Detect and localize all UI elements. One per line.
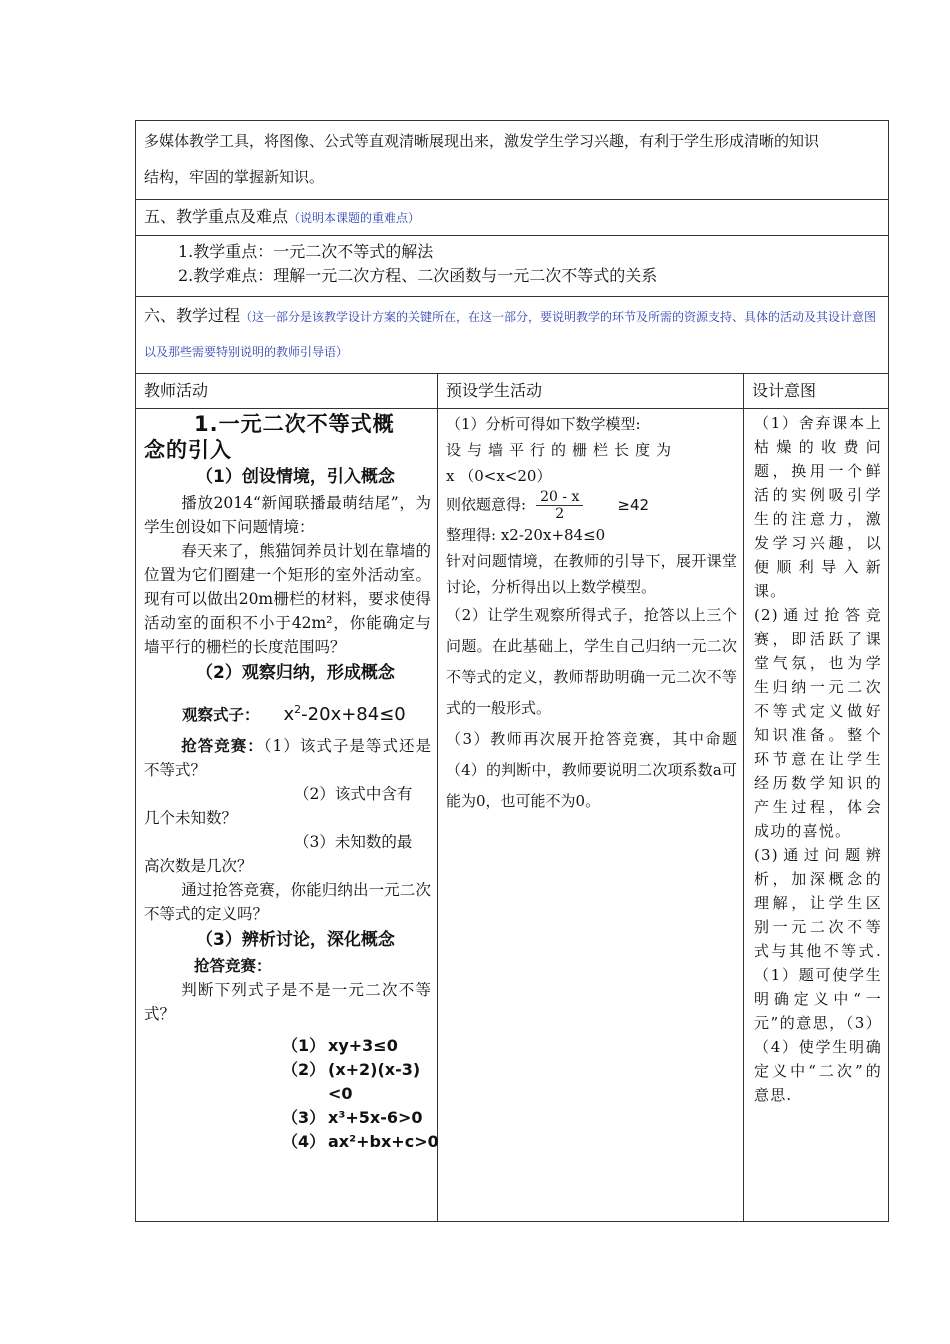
race-question-2a: （2）该式中含有 (294, 785, 413, 803)
judge-items (282, 1034, 439, 1154)
keypoint-1: 1.教学重点：一元二次不等式的解法 (178, 242, 434, 261)
subheading-2: （2）观察归纳，形成概念 (196, 663, 395, 683)
intro-line-2: 结构，牢固的掌握新知识。 (144, 168, 325, 186)
col-header-design: 设计意图 (744, 374, 889, 409)
content-row (136, 409, 889, 1222)
column-header-row (136, 374, 889, 409)
teacher-activity-cell (136, 409, 438, 1222)
section5-title: 五、教学重点及难点 (144, 207, 289, 226)
student-line-2: 设与墙平行的栅栏长度为 (446, 441, 678, 459)
col-header-teacher: 教师活动 (136, 374, 438, 409)
section5-row (136, 200, 889, 236)
student-line-4: 则依题意得: $\frac{20 - x}{2}$ ≥42 (446, 489, 650, 522)
list-item: （1） xy+3≤0 (282, 1036, 398, 1055)
observe-formula-line: 观察式子： $x^2-20x+84\le 0$ (182, 703, 406, 725)
list-item: （4） ax²+bx+c>0 (282, 1132, 439, 1151)
section5-note: （说明本课题的重难点） (288, 211, 421, 225)
keypoints-cell (136, 236, 889, 297)
section6-title: 六、教学过程 (144, 306, 241, 325)
list-item: （3） x³+5x-6>0 (282, 1108, 423, 1127)
keypoint-2: 2.教学难点：理解一元二次方程、二次函数与一元二次不等式的关系 (178, 266, 658, 285)
student-line-1: （1）分析可得如下数学模型: (446, 415, 641, 433)
race-question-1: 抢答竞赛：（1）该式子是等式还是不等式？ (144, 736, 431, 779)
section6-row (136, 297, 889, 374)
section6-heading (136, 297, 889, 374)
design-intent-cell (744, 409, 889, 1222)
race-question-3b: 高次数是几次？ (144, 857, 253, 875)
keypoints-row (136, 236, 889, 297)
section6-note: （这一部分是该教学设计方案的关键所在，在这一部分，要说明教学的环节及所需的资源支持、具体的活动及其设计意图以及那些需要特别说明的教师引导语） (144, 310, 877, 359)
intro-line-1: 多媒体教学工具，将图像、公式等直观清晰展现出来，激发学生学习兴趣，有利于学生形成清晰的知识 (144, 132, 820, 150)
student-para-1: 针对问题情境，在教师的引导下，展开课堂讨论，分析得出以上数学模型。 (446, 552, 737, 596)
col-header-student: 预设学生活动 (438, 374, 744, 409)
student-para-2: （2）让学生观察所得式子，抢答以上三个问题。在此基础上，学生自己归纳一元二次不等式的定义，教师帮助明确一元二次不等式的一般形式。 (446, 606, 737, 717)
teacher-para-3: 通过抢答竞赛，你能归纳出一元二次不等式的定义吗？ (144, 881, 431, 923)
subheading-3: （3）辨析讨论，深化概念 (196, 930, 395, 950)
lesson-plan-table (135, 120, 889, 1222)
fraction: $\frac{20 - x}{2}$ (536, 489, 583, 522)
race-question-2b: 几个未知数？ (144, 809, 238, 827)
student-line-5: 整理得: x2-20x+84≤0 (446, 526, 606, 544)
student-para-3: （3）教师再次展开抢答竞赛，其中命题（4）的判断中，教师要说明二次项系数a可能为0，也可能不为0。 (446, 730, 737, 810)
teacher-para-4: 判断下列式子是不是一元二次不等式？ (144, 981, 431, 1023)
student-activity-cell (438, 409, 744, 1222)
intro-cell (136, 121, 889, 200)
section-heading: 1.一元二次不等式概 念的引入 (144, 412, 395, 462)
intro-row (136, 121, 889, 200)
race-question-3a: （3）未知数的最 (294, 833, 413, 851)
teacher-para-2: 春天来了，熊猫饲养员计划在靠墙的位置为它们圈建一个矩形的室外活动室。现有可以做出20m栅栏的材料，要求使得活动室的面积不小于42m²，你能确定与墙平行的栅栏的长度范围吗？ (144, 542, 431, 656)
design-para-1: （1）舍弃课本上枯燥的收费问题，换用一个鲜活的实例吸引学生的注意力，激发学习兴趣，以便顺利导入新课。 (754, 414, 882, 600)
student-line-3: x （0<x<20） (446, 467, 552, 485)
teacher-para-1: 播放2014“新闻联播最萌结尾”，为学生创设如下问题情境： (144, 494, 431, 536)
list-item: （2） (x+2)(x-3)<0 (282, 1060, 421, 1103)
design-para-3: (3)通过问题辨析，加深概念的理解，让学生区别一元二次不等式与其他不等式.（1）题可使学生明确定义中“一元”的意思，（3）（4）使学生明确定义中“二次”的意思. (754, 846, 882, 1104)
design-para-2: (2)通过抢答竞赛，即活跃了课堂气氛，也为学生归纳一元二次不等式定义做好知识准备。整个环节意在让学生经历数学知识的产生过程，体会成功的喜悦。 (754, 606, 882, 840)
observe-formula: $x^2-20x+84\le 0$ (283, 703, 406, 725)
race-label-2: 抢答竞赛： (194, 956, 272, 975)
subheading-1: （1）创设情境，引入概念 (196, 467, 395, 487)
section5-heading (136, 200, 889, 236)
